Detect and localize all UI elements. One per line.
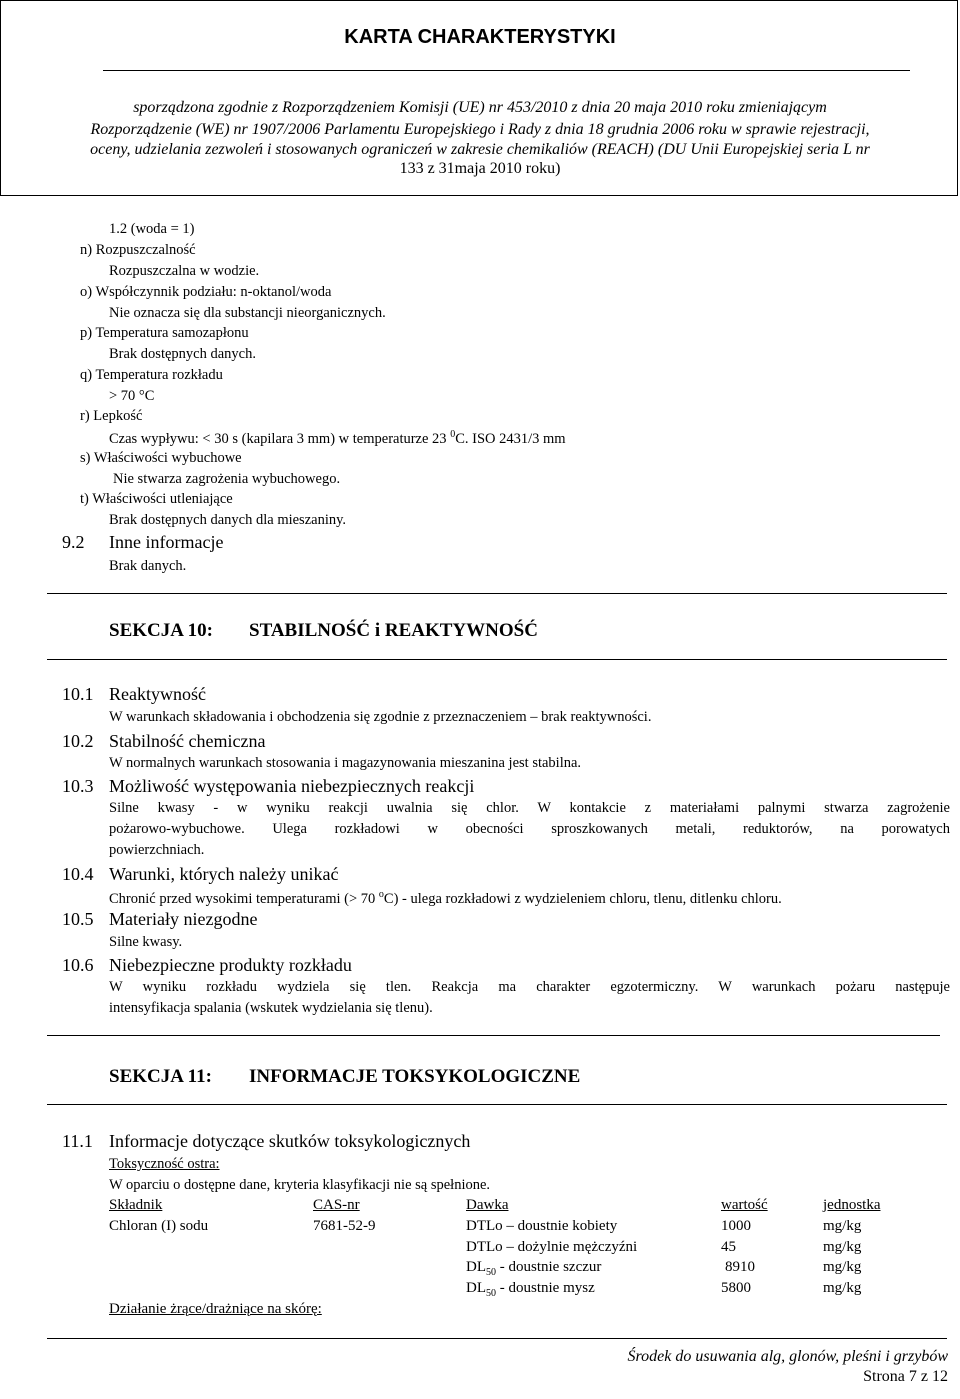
table-header-value: wartość <box>721 1197 768 1213</box>
partition-value: Nie oznacza się dla substancji nieorganicznych. <box>109 305 386 321</box>
incompatible-materials-text: Silne kwasy. <box>109 934 183 950</box>
section-10-title: STABILNOŚĆ i REAKTYWNOŚĆ <box>249 620 538 641</box>
autoignition-label: p) Temperatura samozapłonu <box>80 325 249 341</box>
oxidizing-label: t) Właściwości utleniające <box>80 491 233 507</box>
explosive-label: s) Właściwości wybuchowe <box>80 450 242 466</box>
subsection-title: Warunki, których należy unikać <box>109 864 339 884</box>
subsection-number: 9.2 <box>62 532 85 552</box>
solubility-label: n) Rozpuszczalność <box>80 242 196 258</box>
subsection-title: Stabilność chemiczna <box>109 731 266 751</box>
table-cell-unit: mg/kg <box>823 1239 862 1255</box>
subsection-title: Niebezpieczne produkty rozkładu <box>109 955 352 975</box>
table-cell-unit: mg/kg <box>823 1259 862 1275</box>
reactivity-text: W warunkach składowania i obchodzenia się zgodnie z przeznaczeniem – brak reaktywności. <box>109 709 652 725</box>
density-value: 1.2 (woda = 1) <box>109 221 195 237</box>
footer-divider <box>47 1338 947 1339</box>
autoignition-value: Brak dostępnych danych. <box>109 346 256 362</box>
hazardous-reactions-line-2: pożarowo-wybuchowe. Ulega rozkładowi w obecności sproszkowanych metali, reduktorów, na porowatych <box>109 821 950 837</box>
table-cell-value: 45 <box>721 1239 736 1255</box>
other-info-value: Brak danych. <box>109 558 187 574</box>
subsection-number: 10.6 <box>62 955 94 975</box>
section-10-label: SEKCJA 10: <box>109 620 213 641</box>
section-11-label: SEKCJA 11: <box>109 1066 212 1087</box>
hazardous-reactions-line-1: Silne kwasy - w wyniku reakcji uwalnia się chlor. W kontakcie z materiałami palnymi stwarza zagrożenie <box>109 800 950 816</box>
subsection-number: 11.1 <box>62 1131 93 1151</box>
table-cell-value: 8910 <box>725 1259 755 1275</box>
section-divider <box>47 1035 940 1036</box>
decomposition-products-line-2: intensyfikacja spalania (wskutek wydzielania się tlenu). <box>109 1000 433 1016</box>
subsection-number: 10.2 <box>62 731 94 751</box>
decomposition-label: q) Temperatura rozkładu <box>80 367 223 383</box>
regulation-line-4: 133 z 31maja 2010 roku) <box>399 160 561 177</box>
section-divider <box>47 1104 947 1105</box>
regulation-line-2: Rozporządzenie (WE) nr 1907/2006 Parlamentu Europejskiego i Rady z dnia 18 grudnia 2006 roku w sprawie rejestracji, <box>90 121 870 138</box>
solubility-value: Rozpuszczalna w wodzie. <box>109 263 260 279</box>
table-cell-value: 1000 <box>721 1218 751 1234</box>
subsection-title: Informacje dotyczące skutków toksykologicznych <box>109 1131 471 1151</box>
table-header-cas: CAS-nr <box>313 1197 360 1213</box>
regulation-line-3: oceny, udzielania zezwoleń i stosowanych ograniczeń w zakresie chemikaliów (REACH) (DU Unii Europejskiej seria L nr <box>90 141 870 158</box>
table-cell-dose: $DL_{50}$ - doustnie szczur <box>466 1259 602 1278</box>
viscosity-value: Czas wypływu: < 30 s (kapilara 3 mm) w temperaturze 23 $^0$C. ISO 2431/3 mm <box>109 429 566 447</box>
viscosity-label: r) Lepkość <box>80 408 143 424</box>
document-title: KARTA CHARAKTERYSTYKI <box>344 26 616 48</box>
table-header-component: Składnik <box>109 1197 163 1213</box>
subsection-number: 10.3 <box>62 776 94 796</box>
table-cell-unit: mg/kg <box>823 1280 862 1296</box>
table-cell-dose: DTLo – dożylnie mężczyźni <box>466 1239 638 1255</box>
subsection-title: Możliwość występowania niebezpiecznych reakcji <box>109 776 475 796</box>
hazardous-reactions-line-3: powierzchniach. <box>109 842 205 858</box>
section-divider <box>47 659 947 660</box>
table-header-dose: Dawka <box>466 1197 509 1213</box>
table-cell-component: Chloran (I) sodu <box>109 1218 209 1234</box>
subsection-number: 10.1 <box>62 684 94 704</box>
table-cell-dose: $DL_{50}$ - doustnie mysz <box>466 1280 595 1299</box>
footer-product-name: Środek do usuwania alg, glonów, pleśni i grzybów <box>627 1348 948 1365</box>
conditions-to-avoid-text: Chronić przed wysokimi temperaturami (> 70 $^o$C) - ulega rozkładowi z wydzieleniem chloru, tlenu, ditlenku chloru. <box>109 889 782 907</box>
partition-label: o) Współczynnik podziału: n-oktanol/woda <box>80 284 332 300</box>
decomposition-products-line-1: W wyniku rozkładu wydziela się tlen. Reakcja ma charakter egzotermiczny. W warunkach pożaru następuje <box>109 979 950 995</box>
table-cell-cas: 7681-52-9 <box>313 1218 376 1234</box>
title-underline <box>103 70 910 71</box>
table-cell-unit: mg/kg <box>823 1218 862 1234</box>
section-divider <box>47 593 947 594</box>
subsection-title: Materiały niezgodne <box>109 909 258 929</box>
section-11-title: INFORMACJE TOKSYKOLOGICZNE <box>249 1066 581 1087</box>
table-header-unit: jednostka <box>823 1197 881 1213</box>
footer-page-number: Strona 7 z 12 <box>863 1368 948 1385</box>
subsection-title: Reaktywność <box>109 684 206 704</box>
subsection-title: Inne informacje <box>109 532 224 552</box>
skin-corrosion-label: Działanie żrące/drażniące na skórę: <box>109 1301 322 1317</box>
regulation-line-1: sporządzona zgodnie z Rozporządzeniem Komisji (UE) nr 453/2010 z dnia 20 maja 2010 roku zmieniającym <box>133 99 827 116</box>
table-cell-value: 5800 <box>721 1280 751 1296</box>
acute-toxicity-label: Toksyczność ostra: <box>109 1156 220 1172</box>
table-cell-dose: DTLo – doustnie kobiety <box>466 1218 618 1234</box>
subsection-number: 10.5 <box>62 909 94 929</box>
explosive-value: Nie stwarza zagrożenia wybuchowego. <box>113 471 341 487</box>
stability-text: W normalnych warunkach stosowania i magazynowania mieszanina jest stabilna. <box>109 755 582 771</box>
oxidizing-value: Brak dostępnych danych dla mieszaniny. <box>109 512 347 528</box>
decomposition-value: > 70 °C <box>109 388 155 404</box>
acute-toxicity-text: W oparciu o dostępne dane, kryteria klasyfikacji nie są spełnione. <box>109 1177 491 1193</box>
subsection-number: 10.4 <box>62 864 94 884</box>
